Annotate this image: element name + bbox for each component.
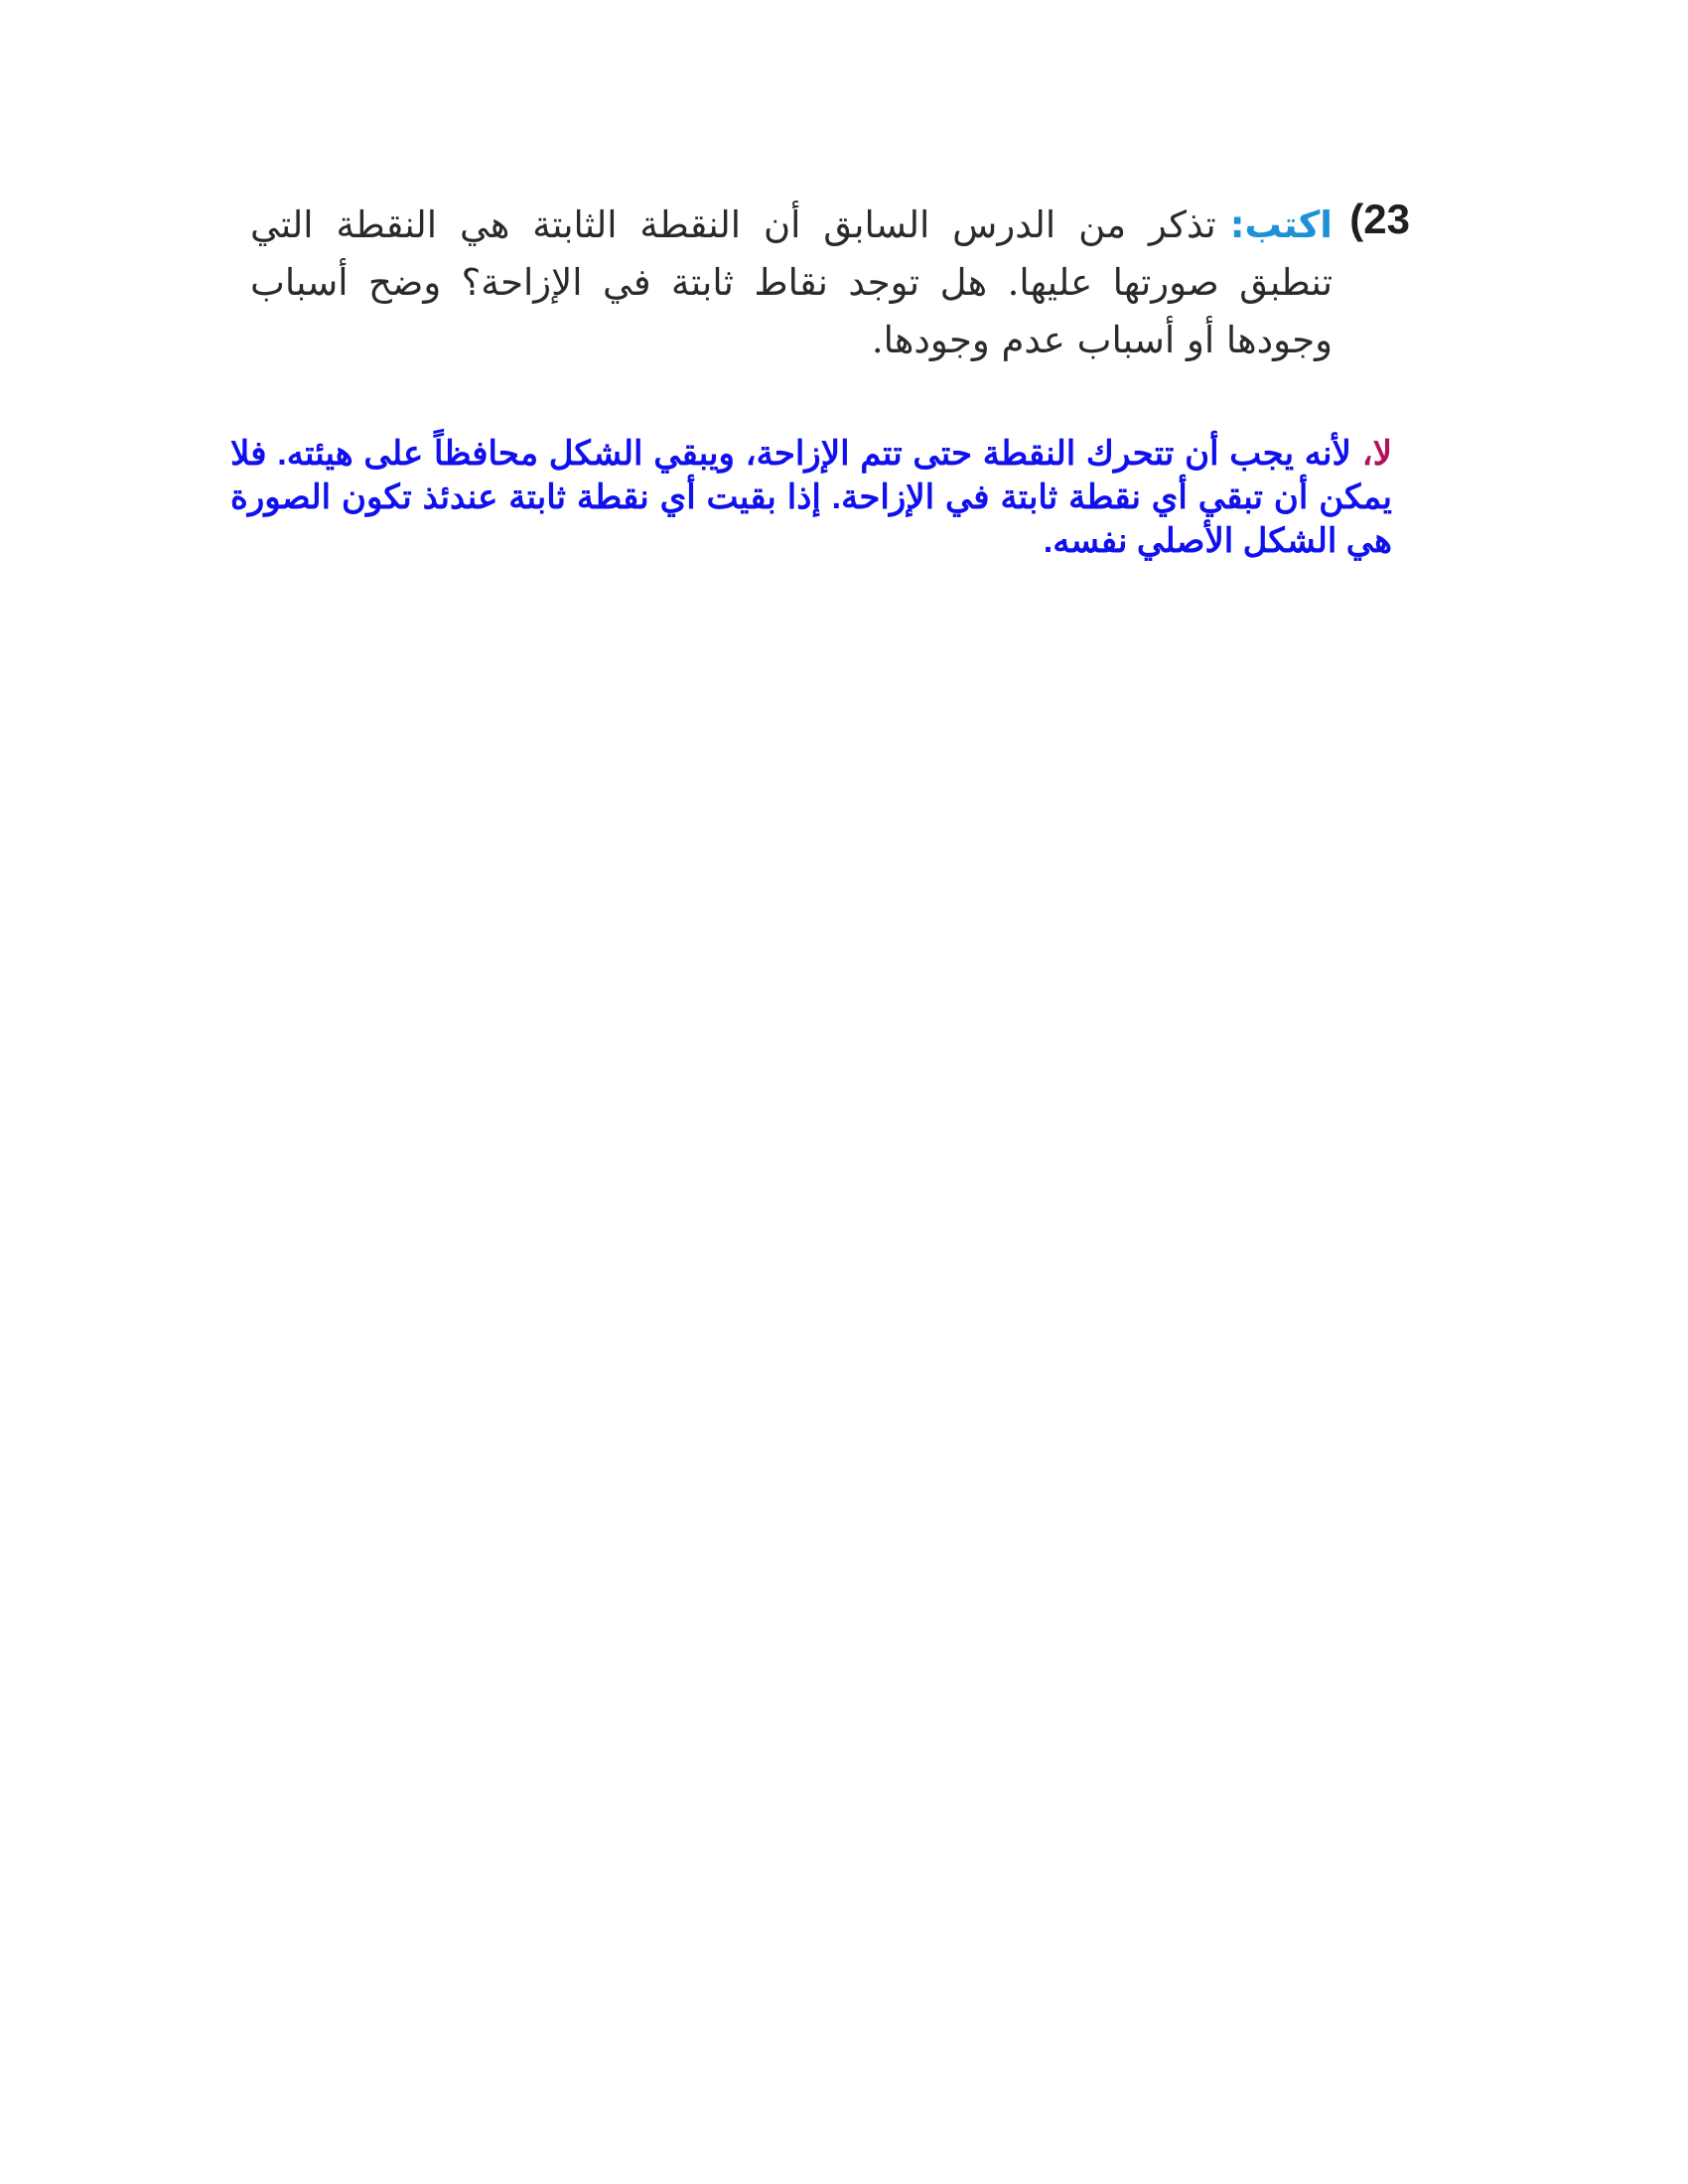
exercise-23 <box>230 196 1410 560</box>
question-text-block <box>250 197 1333 369</box>
question-text: تذكر من الدرس السابق أن النقطة الثابتة هي النقطة التي تنطبق صورتها عليها. هل توجد نقاط ثابتة في الإزاحة؟ وضح أسباب وجودها أو أسباب عدم وجودها. <box>250 204 1333 361</box>
answer-block <box>230 432 1392 563</box>
answer-lead: لا، <box>1350 435 1393 473</box>
write-label: اكتب: <box>1229 204 1333 246</box>
answer-body: لأنه يجب أن تتحرك النقطة حتى تتم الإزاحة، ويبقي الشكل محافظاً على هيئته. فلا يمكن أن تبقي أي نقطة ثابتة في الإزاحة. إذا بقيت أي نقطة ثابتة عندئذ تكون الصورة هي الشكل الأصلي نفسه. <box>230 435 1392 560</box>
question-number: (23 <box>1349 196 1410 242</box>
